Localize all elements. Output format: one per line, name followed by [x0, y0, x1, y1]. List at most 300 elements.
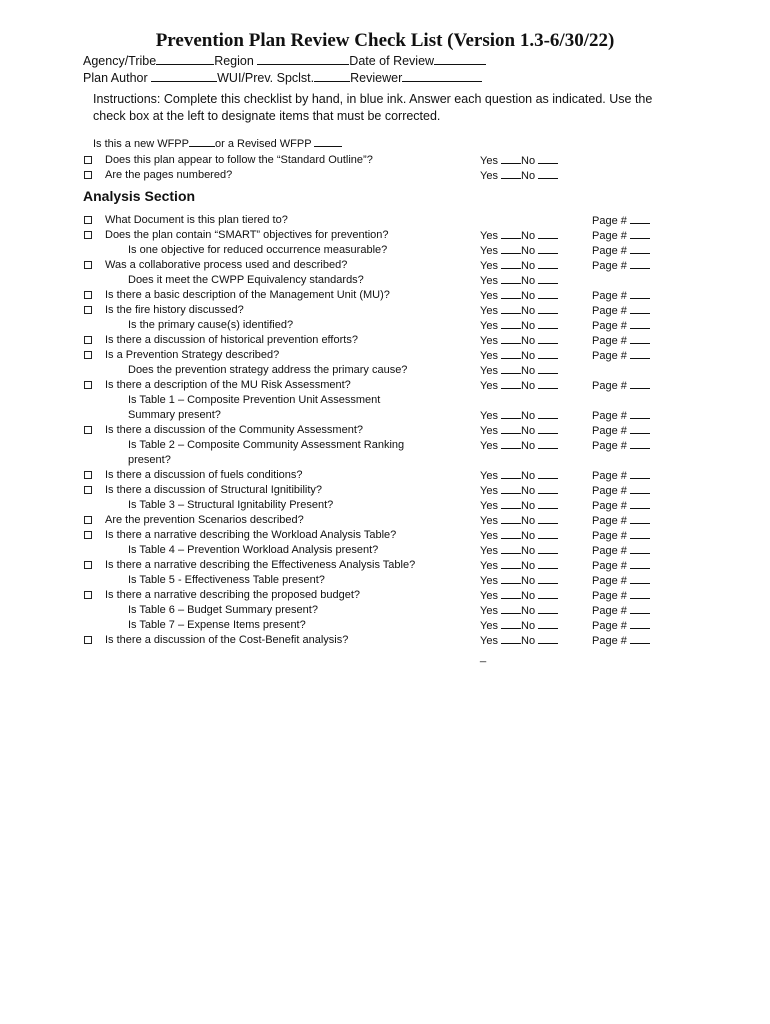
page-label: Page #: [592, 305, 630, 317]
page-number: [592, 468, 650, 484]
yes-field[interactable]: [501, 543, 521, 554]
checklist-row: [0, 228, 770, 243]
yes-no-answer: [480, 588, 558, 604]
no-label: No: [521, 440, 539, 452]
no-label: No: [521, 410, 539, 422]
correction-checkbox[interactable]: [84, 636, 92, 644]
question-text: Is one objective for reduced occurrence measurable?: [128, 244, 388, 256]
checklist-row: [0, 393, 770, 408]
no-field[interactable]: [538, 588, 558, 599]
page-number: [592, 498, 650, 514]
no-label: No: [521, 560, 539, 572]
yes-label: Yes: [480, 545, 502, 557]
question-text: Is Table 1 – Composite Prevention Unit Assessment: [128, 394, 381, 406]
yes-no-answer: [480, 258, 558, 274]
page-label: Page #: [592, 605, 630, 617]
yes-field[interactable]: [501, 228, 521, 239]
page-label: Page #: [592, 320, 630, 332]
question-text: Is Table 7 – Expense Items present?: [128, 619, 306, 631]
page-number: [592, 573, 650, 589]
question-text: Is a Prevention Strategy described?: [105, 349, 280, 361]
question-text: Are the pages numbered?: [105, 169, 233, 181]
no-field[interactable]: [538, 288, 558, 299]
no-label: No: [521, 350, 539, 362]
page-label: Page #: [592, 545, 630, 557]
checklist-row: [0, 348, 770, 363]
no-label: No: [521, 590, 539, 602]
reviewer-field[interactable]: [402, 69, 482, 82]
page-field[interactable]: [630, 513, 650, 524]
page-label: Page #: [592, 485, 630, 497]
yes-no-answer: [480, 228, 558, 244]
no-label: No: [521, 575, 539, 587]
yes-field[interactable]: [501, 438, 521, 449]
no-label: No: [521, 170, 539, 182]
question-text: Is the primary cause(s) identified?: [128, 319, 294, 331]
no-label: No: [521, 635, 539, 647]
page-field[interactable]: [630, 378, 650, 389]
yes-no-answer: [480, 573, 558, 589]
page-number: [592, 528, 650, 544]
trailing-mark: _: [480, 651, 487, 663]
yes-no-answer: [480, 558, 558, 574]
yes-field[interactable]: [501, 468, 521, 479]
yes-field[interactable]: [501, 168, 521, 179]
checklist-row: [0, 588, 770, 603]
page-label: Page #: [592, 440, 630, 452]
yes-label: Yes: [480, 275, 502, 287]
page-number: [592, 348, 650, 364]
page-field[interactable]: [630, 213, 650, 224]
yes-label: Yes: [480, 620, 502, 632]
no-field[interactable]: [538, 363, 558, 374]
wui-label: WUI/Prev. Spclst.: [217, 71, 315, 85]
yes-no-answer: [480, 423, 558, 439]
checklist-row: [0, 153, 770, 168]
yes-field[interactable]: [501, 363, 521, 374]
yes-no-answer: [480, 168, 558, 184]
yes-no-answer: [480, 378, 558, 394]
checklist-row: [0, 273, 770, 288]
page-field[interactable]: [630, 468, 650, 479]
yes-field[interactable]: [501, 618, 521, 629]
question-text: What Document is this plan tiered to?: [105, 214, 288, 226]
no-label: No: [521, 425, 539, 437]
question-text: Is Table 5 - Effectiveness Table present?: [128, 574, 325, 586]
question-text: Is there a basic description of the Management Unit (MU)?: [105, 289, 390, 301]
yes-no-answer: [480, 273, 558, 289]
page-field[interactable]: [630, 288, 650, 299]
yes-no-answer: [480, 513, 558, 529]
no-label: No: [521, 245, 539, 257]
no-field[interactable]: [538, 243, 558, 254]
no-label: No: [521, 545, 539, 557]
new-plan-prefix: Is this a new WFPP: [93, 138, 189, 150]
page-field[interactable]: [630, 228, 650, 239]
correction-checkbox[interactable]: [84, 351, 92, 359]
yes-field[interactable]: [501, 528, 521, 539]
correction-checkbox[interactable]: [84, 381, 92, 389]
no-field[interactable]: [538, 258, 558, 269]
page-field[interactable]: [630, 618, 650, 629]
page-number: [592, 378, 650, 394]
revised-plan-field[interactable]: [314, 136, 342, 147]
yes-field[interactable]: [501, 153, 521, 164]
no-label: No: [521, 485, 539, 497]
no-label: No: [521, 500, 539, 512]
no-label: No: [521, 515, 539, 527]
yes-no-answer: [480, 348, 558, 364]
correction-checkbox[interactable]: [84, 216, 92, 224]
yes-label: Yes: [480, 485, 502, 497]
yes-label: Yes: [480, 290, 502, 302]
yes-label: Yes: [480, 260, 502, 272]
correction-checkbox[interactable]: [84, 426, 92, 434]
checklist-row: [0, 243, 770, 258]
correction-checkbox[interactable]: [84, 486, 92, 494]
no-field[interactable]: [538, 483, 558, 494]
correction-checkbox[interactable]: [84, 261, 92, 269]
header-line-2: [83, 69, 482, 87]
page-label: Page #: [592, 215, 630, 227]
yes-label: Yes: [480, 590, 502, 602]
yes-no-answer: [480, 153, 558, 169]
yes-no-answer: [480, 468, 558, 484]
correction-checkbox[interactable]: [84, 471, 92, 479]
page-number: [592, 213, 650, 229]
page-field[interactable]: [630, 333, 650, 344]
no-field[interactable]: [538, 498, 558, 509]
yes-label: Yes: [480, 170, 502, 182]
yes-label: Yes: [480, 305, 502, 317]
yes-label: Yes: [480, 440, 502, 452]
page-number: [592, 483, 650, 499]
no-field[interactable]: [538, 228, 558, 239]
page-label: Page #: [592, 260, 630, 272]
yes-label: Yes: [480, 410, 502, 422]
no-label: No: [521, 230, 539, 242]
page-number: [592, 318, 650, 334]
no-field[interactable]: [538, 543, 558, 554]
page-number: [592, 558, 650, 574]
yes-field[interactable]: [501, 408, 521, 419]
yes-field[interactable]: [501, 303, 521, 314]
no-field[interactable]: [538, 303, 558, 314]
page-title: Prevention Plan Review Check List (Version 1.3-6/30/22): [155, 30, 615, 51]
page-label: Page #: [592, 425, 630, 437]
page-label: Page #: [592, 470, 630, 482]
page-number: [592, 333, 650, 349]
page-field[interactable]: [630, 543, 650, 554]
no-field[interactable]: [538, 168, 558, 179]
yes-field[interactable]: [501, 333, 521, 344]
agency-label: Agency/Tribe: [83, 54, 157, 68]
checklist-row: [0, 258, 770, 273]
correction-checkbox[interactable]: [84, 516, 92, 524]
yes-no-answer: [480, 303, 558, 319]
question-text: Is there a narrative describing the proposed budget?: [105, 589, 360, 601]
page-field[interactable]: [630, 408, 650, 419]
question-text: Is there a discussion of historical prevention efforts?: [105, 334, 358, 346]
yes-no-answer: [480, 438, 558, 454]
no-label: No: [521, 260, 539, 272]
page-number: [592, 633, 650, 649]
question-text: Is there a narrative describing the Effectiveness Analysis Table?: [105, 559, 416, 571]
page-number: [592, 513, 650, 529]
no-field[interactable]: [538, 468, 558, 479]
yes-field[interactable]: [501, 318, 521, 329]
yes-label: Yes: [480, 635, 502, 647]
correction-checkbox[interactable]: [84, 306, 92, 314]
checklist-row: [0, 558, 770, 573]
no-field[interactable]: [538, 528, 558, 539]
page-number: [592, 303, 650, 319]
author-field[interactable]: [151, 69, 217, 82]
no-field[interactable]: [538, 378, 558, 389]
no-field[interactable]: [538, 573, 558, 584]
no-field[interactable]: [538, 153, 558, 164]
page-label: Page #: [592, 335, 630, 347]
region-label: Region: [214, 54, 254, 68]
no-field[interactable]: [538, 513, 558, 524]
page-field[interactable]: [630, 558, 650, 569]
date-field[interactable]: [434, 52, 486, 65]
yes-label: Yes: [480, 245, 502, 257]
page-number: [592, 618, 650, 634]
no-field[interactable]: [538, 633, 558, 644]
checklist-row: [0, 303, 770, 318]
yes-no-answer: [480, 363, 558, 379]
question-text: Is there a discussion of the Cost-Benefit analysis?: [105, 634, 349, 646]
no-label: No: [521, 620, 539, 632]
yes-no-answer: [480, 603, 558, 619]
question-text: Is the fire history discussed?: [105, 304, 244, 316]
page-field[interactable]: [630, 258, 650, 269]
no-field[interactable]: [538, 333, 558, 344]
correction-checkbox[interactable]: [84, 291, 92, 299]
checklist-row: [0, 318, 770, 333]
no-field[interactable]: [538, 348, 558, 359]
page-label: Page #: [592, 560, 630, 572]
yes-field[interactable]: [501, 423, 521, 434]
yes-label: Yes: [480, 530, 502, 542]
yes-label: Yes: [480, 575, 502, 587]
yes-field[interactable]: [501, 273, 521, 284]
new-plan-middle: or a Revised WFPP: [214, 138, 312, 150]
yes-label: Yes: [480, 365, 502, 377]
page-field[interactable]: [630, 318, 650, 329]
instructions: Instructions: Complete this checklist by hand, in blue ink. Answer each question as indicated. Use the check box at the left to designate items that must be corrected.: [93, 92, 653, 123]
no-label: No: [521, 365, 539, 377]
page-number: [592, 258, 650, 274]
question-text: Is there a narrative describing the Workload Analysis Table?: [105, 529, 397, 541]
no-label: No: [521, 605, 539, 617]
checklist-row: [0, 363, 770, 378]
question-text: Is Table 4 – Prevention Workload Analysis present?: [128, 544, 379, 556]
yes-no-answer: [480, 288, 558, 304]
no-field[interactable]: [538, 603, 558, 614]
agency-field[interactable]: [156, 52, 214, 65]
header-line-1: [83, 52, 486, 70]
page-label: Page #: [592, 230, 630, 242]
page-field[interactable]: [630, 528, 650, 539]
yes-no-answer: [480, 243, 558, 259]
yes-label: Yes: [480, 500, 502, 512]
correction-checkbox[interactable]: [84, 156, 92, 164]
page-field[interactable]: [630, 303, 650, 314]
yes-field[interactable]: [501, 573, 521, 584]
page-label: Page #: [592, 500, 630, 512]
question-text: Does it meet the CWPP Equivalency standards?: [128, 274, 364, 286]
yes-no-answer: [480, 543, 558, 559]
region-field[interactable]: [257, 52, 349, 65]
yes-field[interactable]: [501, 588, 521, 599]
page-field[interactable]: [630, 633, 650, 644]
checklist-row: [0, 423, 770, 438]
question-text: present?: [128, 454, 171, 466]
checklist-row: [0, 633, 770, 648]
no-label: No: [521, 305, 539, 317]
date-label: Date of Review: [349, 54, 435, 68]
page-label: Page #: [592, 380, 630, 392]
checklist-row: [0, 438, 770, 453]
author-label: Plan Author: [83, 71, 148, 85]
checklist-row: [0, 513, 770, 528]
yes-no-answer: [480, 498, 558, 514]
no-field[interactable]: [538, 438, 558, 449]
page-label: Page #: [592, 620, 630, 632]
no-field[interactable]: [538, 408, 558, 419]
correction-checkbox[interactable]: [84, 231, 92, 239]
question-text: Are the prevention Scenarios described?: [105, 514, 304, 526]
checklist-row: [0, 168, 770, 183]
page-field[interactable]: [630, 438, 650, 449]
yes-label: Yes: [480, 380, 502, 392]
page-field[interactable]: [630, 243, 650, 254]
page-number: [592, 408, 650, 424]
checklist-row: [0, 378, 770, 393]
yes-field[interactable]: [501, 558, 521, 569]
yes-no-answer: [480, 318, 558, 334]
yes-label: Yes: [480, 155, 502, 167]
yes-field[interactable]: [501, 498, 521, 509]
no-label: No: [521, 380, 539, 392]
page-label: Page #: [592, 515, 630, 527]
no-field[interactable]: [538, 273, 558, 284]
page-label: Page #: [592, 590, 630, 602]
yes-field[interactable]: [501, 258, 521, 269]
page-number: [592, 603, 650, 619]
yes-no-answer: [480, 333, 558, 349]
page-label: Page #: [592, 635, 630, 647]
page-label: Page #: [592, 245, 630, 257]
new-plan-field[interactable]: [189, 136, 215, 147]
new-plan-line: [93, 136, 342, 150]
question-text: Does the prevention strategy address the primary cause?: [128, 364, 408, 376]
question-text: Does this plan appear to follow the “Standard Outline”?: [105, 154, 373, 166]
yes-label: Yes: [480, 230, 502, 242]
yes-field[interactable]: [501, 348, 521, 359]
page-field[interactable]: [630, 498, 650, 509]
no-field[interactable]: [538, 318, 558, 329]
question-text: Summary present?: [128, 409, 221, 421]
page-number: [592, 423, 650, 439]
correction-checkbox[interactable]: [84, 531, 92, 539]
yes-field[interactable]: [501, 243, 521, 254]
checklist-row: [0, 408, 770, 423]
question-text: Is there a discussion of Structural Ignitibility?: [105, 484, 323, 496]
page-field[interactable]: [630, 588, 650, 599]
checklist-row: [0, 288, 770, 303]
no-label: No: [521, 290, 539, 302]
question-text: Is Table 6 – Budget Summary present?: [128, 604, 318, 616]
question-text: Is there a description of the MU Risk Assessment?: [105, 379, 351, 391]
page-field[interactable]: [630, 348, 650, 359]
page-field[interactable]: [630, 603, 650, 614]
question-text: Is there a discussion of fuels conditions?: [105, 469, 303, 481]
reviewer-label: Reviewer: [350, 71, 403, 85]
yes-no-answer: [480, 483, 558, 499]
yes-field[interactable]: [501, 513, 521, 524]
question-text: Is there a discussion of the Community Assessment?: [105, 424, 364, 436]
yes-field[interactable]: [501, 378, 521, 389]
question-text: Was a collaborative process used and described?: [105, 259, 348, 271]
no-label: No: [521, 275, 539, 287]
yes-label: Yes: [480, 335, 502, 347]
yes-field[interactable]: [501, 603, 521, 614]
page-number: [592, 288, 650, 304]
no-field[interactable]: [538, 618, 558, 629]
checklist-row: [0, 468, 770, 483]
yes-label: Yes: [480, 515, 502, 527]
no-label: No: [521, 530, 539, 542]
checklist-row: [0, 453, 770, 468]
page-label: Page #: [592, 530, 630, 542]
checklist-row: [0, 498, 770, 513]
checklist-row: [0, 528, 770, 543]
page-number: [592, 438, 650, 454]
page-number: [592, 228, 650, 244]
page-number: [592, 243, 650, 259]
page-field[interactable]: [630, 483, 650, 494]
correction-checkbox[interactable]: [84, 561, 92, 569]
yes-label: Yes: [480, 605, 502, 617]
no-field[interactable]: [538, 423, 558, 434]
no-field[interactable]: [538, 558, 558, 569]
yes-field[interactable]: [501, 288, 521, 299]
correction-checkbox[interactable]: [84, 171, 92, 179]
page-field[interactable]: [630, 423, 650, 434]
page-field[interactable]: [630, 573, 650, 584]
page-number: [592, 588, 650, 604]
correction-checkbox[interactable]: [84, 336, 92, 344]
yes-field[interactable]: [501, 633, 521, 644]
question-text: Is Table 2 – Composite Community Assessment Ranking: [128, 439, 405, 451]
yes-label: Yes: [480, 560, 502, 572]
wui-field[interactable]: [314, 69, 350, 82]
page-label: Page #: [592, 575, 630, 587]
yes-no-answer: [480, 408, 558, 424]
checklist-row: [0, 573, 770, 588]
yes-label: Yes: [480, 350, 502, 362]
yes-label: Yes: [480, 425, 502, 437]
question-text: Does the plan contain “SMART” objectives for prevention?: [105, 229, 389, 241]
checklist-row: [0, 603, 770, 618]
correction-checkbox[interactable]: [84, 591, 92, 599]
page-label: Page #: [592, 290, 630, 302]
yes-field[interactable]: [501, 483, 521, 494]
no-label: No: [521, 320, 539, 332]
